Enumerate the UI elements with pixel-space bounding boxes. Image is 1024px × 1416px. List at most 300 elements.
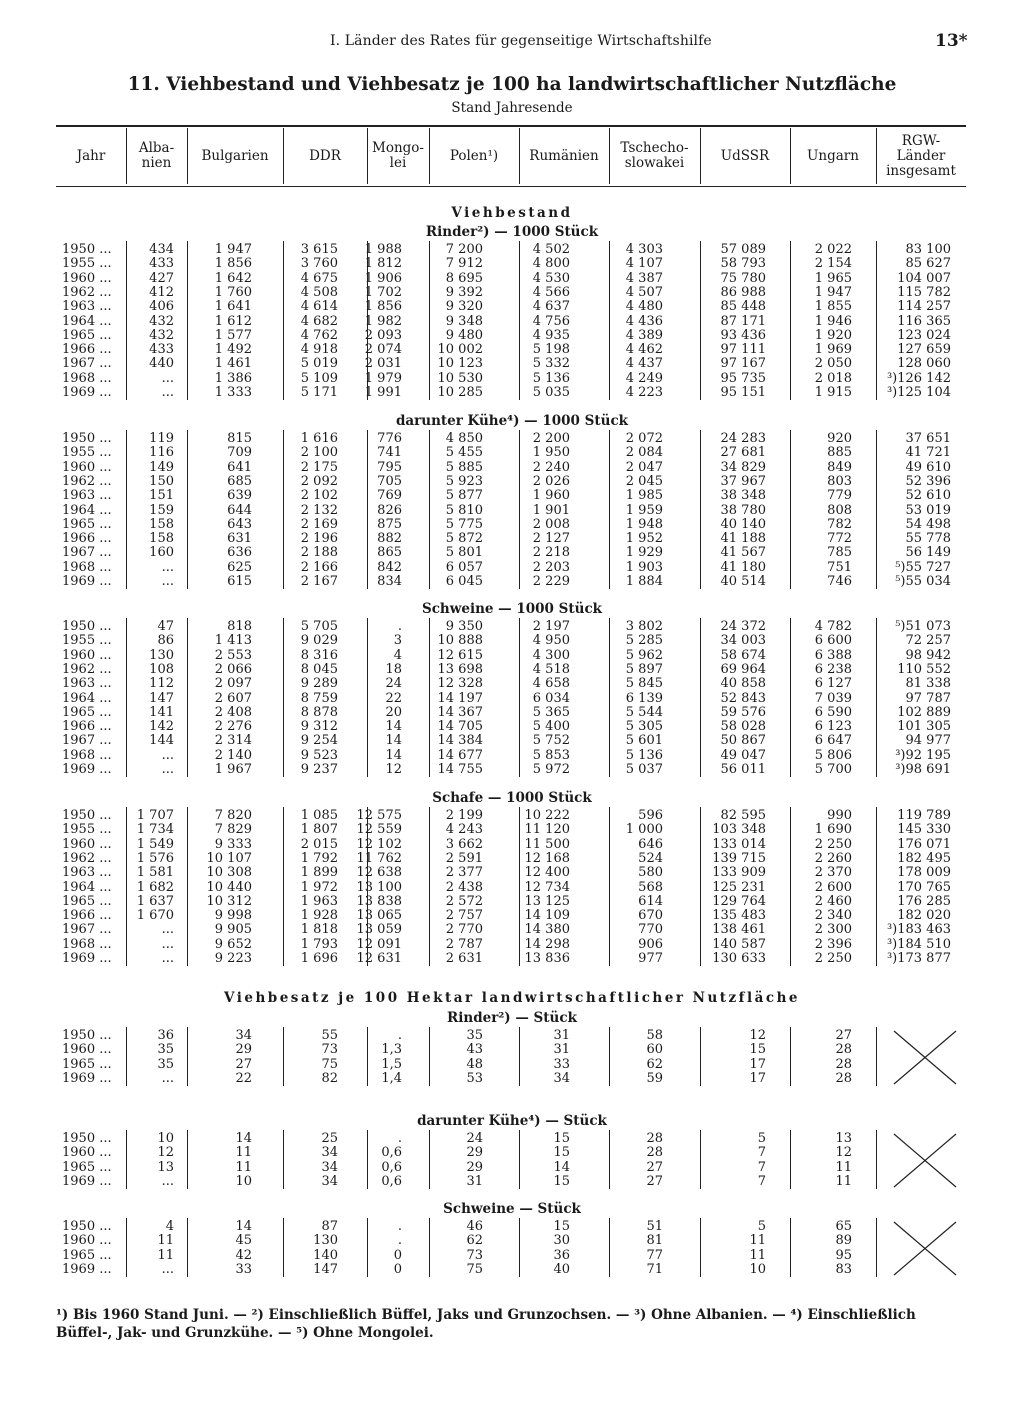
- value-cell: 24: [466, 1131, 483, 1146]
- value-cell: 440: [149, 356, 174, 372]
- value-cell: 433: [149, 256, 174, 272]
- value-cell: 2 199: [445, 808, 483, 823]
- value-cell: 56 011: [720, 762, 766, 777]
- value-cell: 2 196: [300, 531, 338, 547]
- value-cell: 1 929: [625, 545, 663, 561]
- value-cell: 8 878: [300, 704, 338, 720]
- value-cell: 427: [149, 270, 174, 286]
- value-cell: 89: [835, 1233, 852, 1249]
- value-cell: 4 918: [300, 342, 338, 358]
- value-cell: 5 923: [445, 473, 483, 489]
- table-row: [0, 329, 1024, 343]
- value-cell: 2 460: [814, 893, 852, 909]
- value-cell: 102 889: [897, 704, 951, 720]
- value-cell: 5 872: [445, 531, 483, 547]
- value-cell: 10 888: [437, 633, 483, 649]
- year-cell: 1964 ...: [62, 313, 112, 329]
- column-divider: [519, 1027, 520, 1086]
- value-cell: 705: [377, 473, 402, 489]
- table-row: [0, 243, 1024, 257]
- value-cell: 2 600: [814, 879, 852, 895]
- value-cell: 1 576: [136, 850, 174, 866]
- value-cell: 49 047: [720, 747, 766, 763]
- value-cell: 8 759: [300, 690, 338, 706]
- value-cell: 641: [227, 459, 252, 475]
- value-cell: 13 100: [356, 879, 402, 895]
- value-cell: 7 912: [445, 256, 483, 272]
- table-row: [0, 372, 1024, 386]
- value-cell: 5 601: [625, 733, 663, 749]
- year-cell: 1964 ...: [62, 502, 112, 518]
- value-cell: 149: [149, 459, 174, 475]
- value-cell: 990: [827, 808, 852, 823]
- year-cell: 1967 ...: [62, 922, 112, 938]
- section-title: Viehbesatz je 100 Hektar landwirtschaftlicher Nutzfläche: [223, 990, 800, 1006]
- column-divider: [367, 430, 368, 589]
- value-cell: 8 316: [300, 647, 338, 663]
- year-cell: 1950 ...: [62, 242, 112, 257]
- value-cell: 110 552: [897, 661, 951, 677]
- value-cell: 1 920: [814, 327, 852, 343]
- column-divider: [429, 1027, 430, 1086]
- value-cell: 4 935: [532, 327, 570, 343]
- value-cell: 826: [377, 502, 402, 518]
- year-cell: 1960 ...: [62, 459, 112, 475]
- table-row: [0, 663, 1024, 677]
- value-cell: 14: [385, 719, 402, 735]
- value-cell: 1 696: [300, 951, 338, 966]
- table-row: [0, 1029, 1024, 1043]
- value-cell: 33: [235, 1261, 252, 1277]
- column-divider: [700, 1027, 701, 1086]
- table-row: [0, 1175, 1024, 1189]
- value-cell: 104 007: [897, 270, 951, 286]
- value-cell: 119 789: [897, 808, 951, 823]
- value-cell: 1 901: [532, 502, 570, 518]
- value-cell: 48: [466, 1056, 483, 1072]
- value-cell: 11: [157, 1247, 174, 1263]
- value-cell: 1 549: [136, 836, 174, 852]
- value-cell: 1 991: [364, 385, 402, 400]
- value-cell: 28: [835, 1056, 852, 1072]
- value-cell: 170 765: [897, 879, 951, 895]
- value-cell: 15: [553, 1173, 570, 1189]
- value-cell: 47: [157, 619, 174, 634]
- value-cell: 1 760: [214, 284, 252, 300]
- column-divider: [367, 1027, 368, 1086]
- value-cell: 82 595: [720, 808, 766, 823]
- value-cell: 1 948: [625, 516, 663, 532]
- value-cell: 2 607: [214, 690, 252, 706]
- value-cell: 770: [638, 922, 663, 938]
- value-cell: 142: [149, 719, 174, 735]
- value-cell: 12: [749, 1028, 766, 1043]
- value-cell: 101 305: [897, 719, 951, 735]
- value-cell: 9 312: [300, 719, 338, 735]
- value-cell: 875: [377, 516, 402, 532]
- table-row: [0, 561, 1024, 575]
- column-header: Mongo- lei: [372, 140, 424, 171]
- value-cell: 4 530: [532, 270, 570, 286]
- year-cell: 1969 ...: [62, 762, 112, 777]
- value-cell: 1 855: [814, 299, 852, 315]
- value-cell: 1 793: [300, 936, 338, 952]
- value-cell: 2 553: [214, 647, 252, 663]
- value-cell: 28: [835, 1070, 852, 1086]
- value-cell: 129 764: [712, 893, 766, 909]
- value-cell: 5: [757, 1219, 766, 1234]
- value-cell: 9 237: [300, 762, 338, 777]
- footnotes: ¹) Bis 1960 Stand Juni. — ²) Einschließlich Büffel, Jaks und Grunzochsen. — ³) Ohne Albanien. — ⁴) Einschließlich Büffel-, Jak- und Grunzkühe. — ⁵) Ohne Mongolei.: [56, 1307, 916, 1341]
- value-cell: 116 365: [897, 313, 951, 329]
- column-divider: [126, 618, 127, 777]
- value-cell: 82: [321, 1070, 338, 1086]
- value-cell: 2 050: [814, 356, 852, 372]
- column-divider: [283, 241, 284, 400]
- value-cell: 751: [827, 559, 852, 575]
- column-header: Ungarn: [807, 147, 859, 164]
- value-cell: 31: [553, 1028, 570, 1043]
- value-cell: 9 350: [445, 619, 483, 634]
- value-cell: 11: [157, 1233, 174, 1249]
- value-cell: 782: [827, 516, 852, 532]
- value-cell: 885: [827, 445, 852, 461]
- value-cell: 1 960: [532, 488, 570, 504]
- value-cell: ³)125 104: [886, 385, 951, 400]
- value-cell: 73: [466, 1247, 483, 1263]
- value-cell: 7: [757, 1173, 766, 1189]
- value-cell: 83: [835, 1261, 852, 1277]
- value-cell: 51: [646, 1219, 663, 1234]
- column-divider: [609, 128, 610, 184]
- value-cell: 568: [638, 879, 663, 895]
- table-title: 11. Viehbestand und Viehbesatz je 100 ha landwirtschaftlicher Nutzfläche: [127, 74, 897, 95]
- value-cell: 1 965: [814, 270, 852, 286]
- value-cell: 72 257: [905, 633, 951, 649]
- value-cell: 795: [377, 459, 402, 475]
- value-cell: 112: [149, 676, 174, 692]
- value-cell: 4 502: [532, 242, 570, 257]
- value-cell: 4 480: [625, 299, 663, 315]
- value-cell: 5 972: [532, 762, 570, 777]
- value-cell: 65: [835, 1219, 852, 1234]
- value-cell: 20: [385, 704, 402, 720]
- page-number: 13*: [935, 31, 968, 51]
- value-cell: 1 985: [625, 488, 663, 504]
- value-cell: 434: [149, 242, 174, 257]
- column-divider: [519, 241, 520, 400]
- value-cell: 834: [377, 574, 402, 589]
- table-row: [0, 575, 1024, 589]
- value-cell: 97 167: [720, 356, 766, 372]
- column-divider: [519, 618, 520, 777]
- value-cell: 4 507: [625, 284, 663, 300]
- year-cell: 1955 ...: [62, 633, 112, 649]
- column-divider: [283, 128, 284, 184]
- value-cell: 40 858: [720, 676, 766, 692]
- value-cell: 12: [385, 762, 402, 777]
- value-cell: 5 775: [445, 516, 483, 532]
- value-cell: 9 652: [214, 936, 252, 952]
- header-bottom-rule: [56, 186, 966, 187]
- value-cell: 2 188: [300, 545, 338, 561]
- year-cell: 1968 ...: [62, 370, 112, 386]
- value-cell: 1 386: [214, 370, 252, 386]
- value-cell: 14: [385, 747, 402, 763]
- column-divider: [519, 430, 520, 589]
- value-cell: 138 461: [712, 922, 766, 938]
- year-cell: 1950 ...: [62, 619, 112, 634]
- value-cell: 9 348: [445, 313, 483, 329]
- column-divider: [367, 807, 368, 966]
- table-subtitle: Stand Jahresende: [451, 100, 573, 116]
- value-cell: 1 577: [214, 327, 252, 343]
- value-cell: 95: [835, 1247, 852, 1263]
- value-cell: 14: [553, 1159, 570, 1175]
- value-cell: 5 019: [300, 356, 338, 372]
- column-header: Jahr: [76, 147, 106, 164]
- value-cell: 130 633: [712, 951, 766, 966]
- year-cell: 1960 ...: [62, 1233, 112, 1249]
- year-cell: 1965 ...: [62, 704, 112, 720]
- value-cell: 36: [553, 1247, 570, 1263]
- table-row: [0, 257, 1024, 271]
- value-cell: 849: [827, 459, 852, 475]
- value-cell: 176 285: [897, 893, 951, 909]
- value-cell: 2 438: [445, 879, 483, 895]
- value-cell: 24 372: [720, 619, 766, 634]
- value-cell: 625: [227, 559, 252, 575]
- year-cell: 1965 ...: [62, 327, 112, 343]
- value-cell: 2 757: [445, 908, 483, 924]
- year-cell: 1962 ...: [62, 661, 112, 677]
- value-cell: 1 972: [300, 879, 338, 895]
- value-cell: 14: [235, 1219, 252, 1234]
- value-cell: 94 977: [905, 733, 951, 749]
- value-cell: 29: [235, 1042, 252, 1058]
- value-cell: 2 314: [214, 733, 252, 749]
- value-cell: 15: [553, 1145, 570, 1161]
- value-cell: 35: [466, 1028, 483, 1043]
- value-cell: 5 810: [445, 502, 483, 518]
- value-cell: ...: [161, 936, 174, 952]
- value-cell: 34 829: [720, 459, 766, 475]
- value-cell: 1 969: [814, 342, 852, 358]
- column-divider: [700, 430, 701, 589]
- value-cell: 2 015: [300, 836, 338, 852]
- value-cell: 1 906: [364, 270, 402, 286]
- table-row: [0, 315, 1024, 329]
- value-cell: 769: [377, 488, 402, 504]
- value-cell: 1 979: [364, 370, 402, 386]
- value-cell: 2 167: [300, 574, 338, 589]
- value-cell: 2 140: [214, 747, 252, 763]
- column-divider: [790, 1218, 791, 1277]
- value-cell: 4 303: [625, 242, 663, 257]
- value-cell: 35: [157, 1056, 174, 1072]
- value-cell: 2 132: [300, 502, 338, 518]
- value-cell: 2 396: [814, 936, 852, 952]
- table-row: [0, 634, 1024, 648]
- value-cell: 114 257: [897, 299, 951, 315]
- year-cell: 1960 ...: [62, 647, 112, 663]
- value-cell: 2 240: [532, 459, 570, 475]
- value-cell: 6 045: [445, 574, 483, 589]
- value-cell: 119: [149, 431, 174, 446]
- value-cell: 3 802: [625, 619, 663, 634]
- value-cell: 2 084: [625, 445, 663, 461]
- value-cell: 11: [835, 1173, 852, 1189]
- value-cell: 772: [827, 531, 852, 547]
- year-cell: 1965 ...: [62, 1247, 112, 1263]
- value-cell: 8 695: [445, 270, 483, 286]
- value-cell: 2 031: [364, 356, 402, 372]
- value-cell: 14 384: [437, 733, 483, 749]
- value-cell: 524: [638, 850, 663, 866]
- value-cell: ...: [161, 1261, 174, 1277]
- value-cell: 1 947: [214, 242, 252, 257]
- value-cell: 37 967: [720, 473, 766, 489]
- value-cell: 145 330: [897, 822, 951, 838]
- table-row: [0, 763, 1024, 777]
- value-cell: 17: [749, 1056, 766, 1072]
- value-cell: 73: [321, 1042, 338, 1058]
- value-cell: 55 778: [905, 531, 951, 547]
- value-cell: 12 328: [437, 676, 483, 692]
- column-divider: [126, 807, 127, 966]
- table-row: [0, 852, 1024, 866]
- value-cell: 4 107: [625, 256, 663, 272]
- value-cell: 412: [149, 284, 174, 300]
- table-row: [0, 895, 1024, 909]
- subsection-title: Rinder²) — Stück: [447, 1010, 577, 1026]
- column-divider: [876, 1218, 877, 1277]
- not-applicable-cross-icon: [890, 1029, 960, 1086]
- value-cell: 4 800: [532, 256, 570, 272]
- value-cell: 10 308: [206, 865, 252, 881]
- value-cell: 9 333: [214, 836, 252, 852]
- year-cell: 1963 ...: [62, 676, 112, 692]
- value-cell: 133 014: [712, 836, 766, 852]
- table-row: [0, 649, 1024, 663]
- value-cell: 1 682: [136, 879, 174, 895]
- column-header: Rumänien: [529, 147, 599, 164]
- value-cell: 3 615: [300, 242, 338, 257]
- value-cell: 815: [227, 431, 252, 446]
- value-cell: 57 089: [720, 242, 766, 257]
- column-divider: [876, 1027, 877, 1086]
- value-cell: 636: [227, 545, 252, 561]
- value-cell: 776: [377, 431, 402, 446]
- value-cell: ³)183 463: [886, 922, 951, 938]
- column-divider: [876, 128, 877, 184]
- column-divider: [700, 128, 701, 184]
- value-cell: 24 283: [720, 431, 766, 446]
- value-cell: 3: [393, 633, 402, 649]
- value-cell: 779: [827, 488, 852, 504]
- value-cell: 60: [646, 1042, 663, 1058]
- value-cell: 842: [377, 559, 402, 575]
- column-divider: [519, 1130, 520, 1189]
- value-cell: 49 610: [905, 459, 951, 475]
- value-cell: 28: [646, 1145, 663, 1161]
- column-divider: [429, 807, 430, 966]
- value-cell: 6 647: [814, 733, 852, 749]
- value-cell: 58 028: [720, 719, 766, 735]
- value-cell: 12 734: [524, 879, 570, 895]
- value-cell: 116: [149, 445, 174, 461]
- value-cell: 11: [235, 1145, 252, 1161]
- value-cell: 4 387: [625, 270, 663, 286]
- value-cell: 7 820: [214, 808, 252, 823]
- value-cell: 1 085: [300, 808, 338, 823]
- subsection-title: Schweine — Stück: [443, 1201, 581, 1217]
- value-cell: 631: [227, 531, 252, 547]
- value-cell: 13 698: [437, 661, 483, 677]
- value-cell: 28: [646, 1131, 663, 1146]
- value-cell: 1,4: [381, 1070, 402, 1086]
- column-divider: [187, 430, 188, 589]
- year-cell: 1968 ...: [62, 559, 112, 575]
- value-cell: 43: [466, 1042, 483, 1058]
- value-cell: 127 659: [897, 342, 951, 358]
- table-row: [0, 952, 1024, 966]
- value-cell: .: [397, 619, 402, 634]
- column-divider: [283, 1027, 284, 1086]
- value-cell: 2 093: [364, 327, 402, 343]
- table-row: [0, 823, 1024, 837]
- year-cell: 1966 ...: [62, 342, 112, 358]
- value-cell: 27 681: [720, 445, 766, 461]
- value-cell: ³)92 195: [895, 747, 951, 763]
- value-cell: 5 305: [625, 719, 663, 735]
- value-cell: 6 590: [814, 704, 852, 720]
- value-cell: 639: [227, 488, 252, 504]
- value-cell: 1 641: [214, 299, 252, 315]
- subsection-title: Schweine — 1000 Stück: [421, 601, 603, 617]
- table-row: [0, 489, 1024, 503]
- table-row: [0, 720, 1024, 734]
- value-cell: ³)184 510: [886, 936, 951, 952]
- table-row: [0, 272, 1024, 286]
- value-cell: 1 492: [214, 342, 252, 358]
- table-row: [0, 677, 1024, 691]
- value-cell: 4 223: [625, 385, 663, 400]
- column-divider: [187, 618, 188, 777]
- value-cell: 41 567: [720, 545, 766, 561]
- value-cell: 12: [835, 1145, 852, 1161]
- value-cell: 1 947: [814, 284, 852, 300]
- value-cell: 27: [646, 1159, 663, 1175]
- value-cell: 11: [235, 1159, 252, 1175]
- value-cell: 2 154: [814, 256, 852, 272]
- value-cell: 818: [227, 619, 252, 634]
- value-cell: 98 942: [905, 647, 951, 663]
- value-cell: 1,3: [381, 1042, 402, 1058]
- column-divider: [700, 1130, 701, 1189]
- column-divider: [790, 128, 791, 184]
- value-cell: 34: [553, 1070, 570, 1086]
- value-cell: 22: [235, 1070, 252, 1086]
- value-cell: 6 388: [814, 647, 852, 663]
- value-cell: 41 188: [720, 531, 766, 547]
- year-cell: 1963 ...: [62, 488, 112, 504]
- value-cell: 2 370: [814, 865, 852, 881]
- year-cell: 1950 ...: [62, 1219, 112, 1234]
- column-divider: [126, 128, 127, 184]
- value-cell: 644: [227, 502, 252, 518]
- table-row: [0, 1161, 1024, 1175]
